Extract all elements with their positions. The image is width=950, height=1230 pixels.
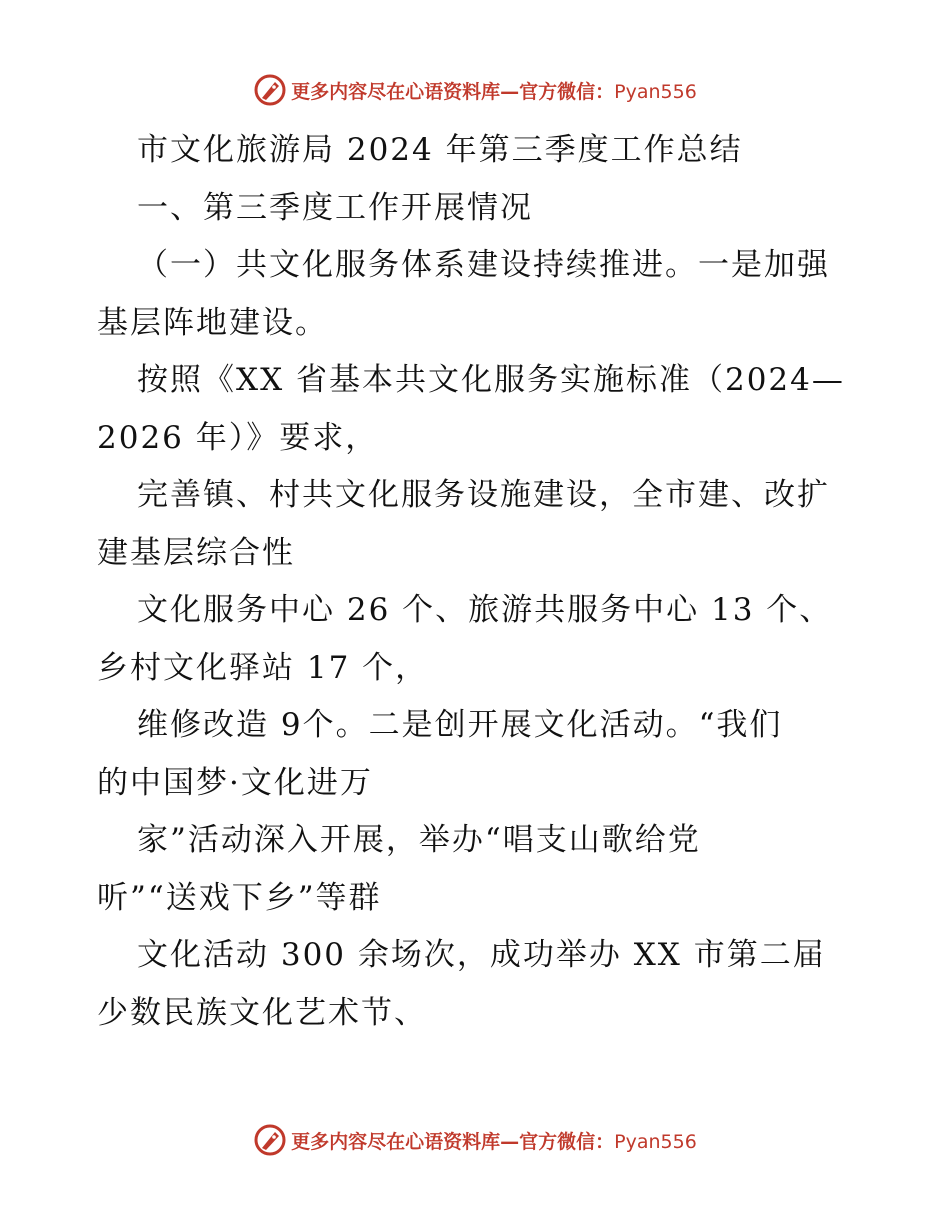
watermark-handle: Pyan556 — [614, 80, 697, 103]
paragraph-line: 按照《XX 省基本共文化服务实施标准（2024— — [137, 362, 845, 398]
paragraph-line: 完善镇、村共文化服务设施建设，全市建、改扩 — [137, 477, 830, 513]
watermark-label: 更多内容尽在心语资料库—官方微信： — [291, 1130, 615, 1153]
section-heading: 一、第三季度工作开展情况 — [137, 189, 533, 226]
paragraph-line: 文化服务中心 26 个、旅游共服务中心 13 个、 — [137, 592, 833, 628]
paragraph-line: 家”活动深入开展，举办“唱支山歌给党 — [137, 822, 701, 858]
document-body — [97, 122, 857, 1042]
paragraph-line: 的中国梦·文化进万 — [97, 764, 373, 801]
paragraph-line: （一）共文化服务体系建设持续推进。一是加强 — [137, 247, 830, 283]
paragraph-line: 乡村文化驿站 17 个， — [97, 649, 429, 686]
watermark-text — [291, 77, 697, 104]
paragraph-line: 维修改造 9个。二是创开展文化活动。“我们 — [137, 707, 783, 743]
pen-nib-logo-icon — [253, 73, 287, 107]
paragraph-line: 文化活动 300 余场次，成功举办 XX 市第二届 — [137, 937, 826, 973]
paragraph-line: 2026 年）》要求， — [97, 419, 379, 456]
watermark-handle: Pyan556 — [614, 1130, 697, 1153]
paragraph-line: 听”“送戏下乡”等群 — [97, 879, 382, 916]
footer-watermark — [0, 1120, 950, 1160]
paragraph-line: 基层阵地建设。 — [97, 304, 328, 341]
paragraph-line: 建基层综合性 — [97, 534, 295, 571]
pen-nib-logo-icon — [253, 1123, 287, 1157]
watermark-text — [291, 1127, 697, 1154]
header-watermark — [0, 70, 950, 110]
paragraph-line: 少数民族文化艺术节、 — [97, 994, 427, 1031]
document-title: 市文化旅游局 2024 年第三季度工作总结 — [137, 132, 743, 168]
watermark-label: 更多内容尽在心语资料库—官方微信： — [291, 80, 615, 103]
